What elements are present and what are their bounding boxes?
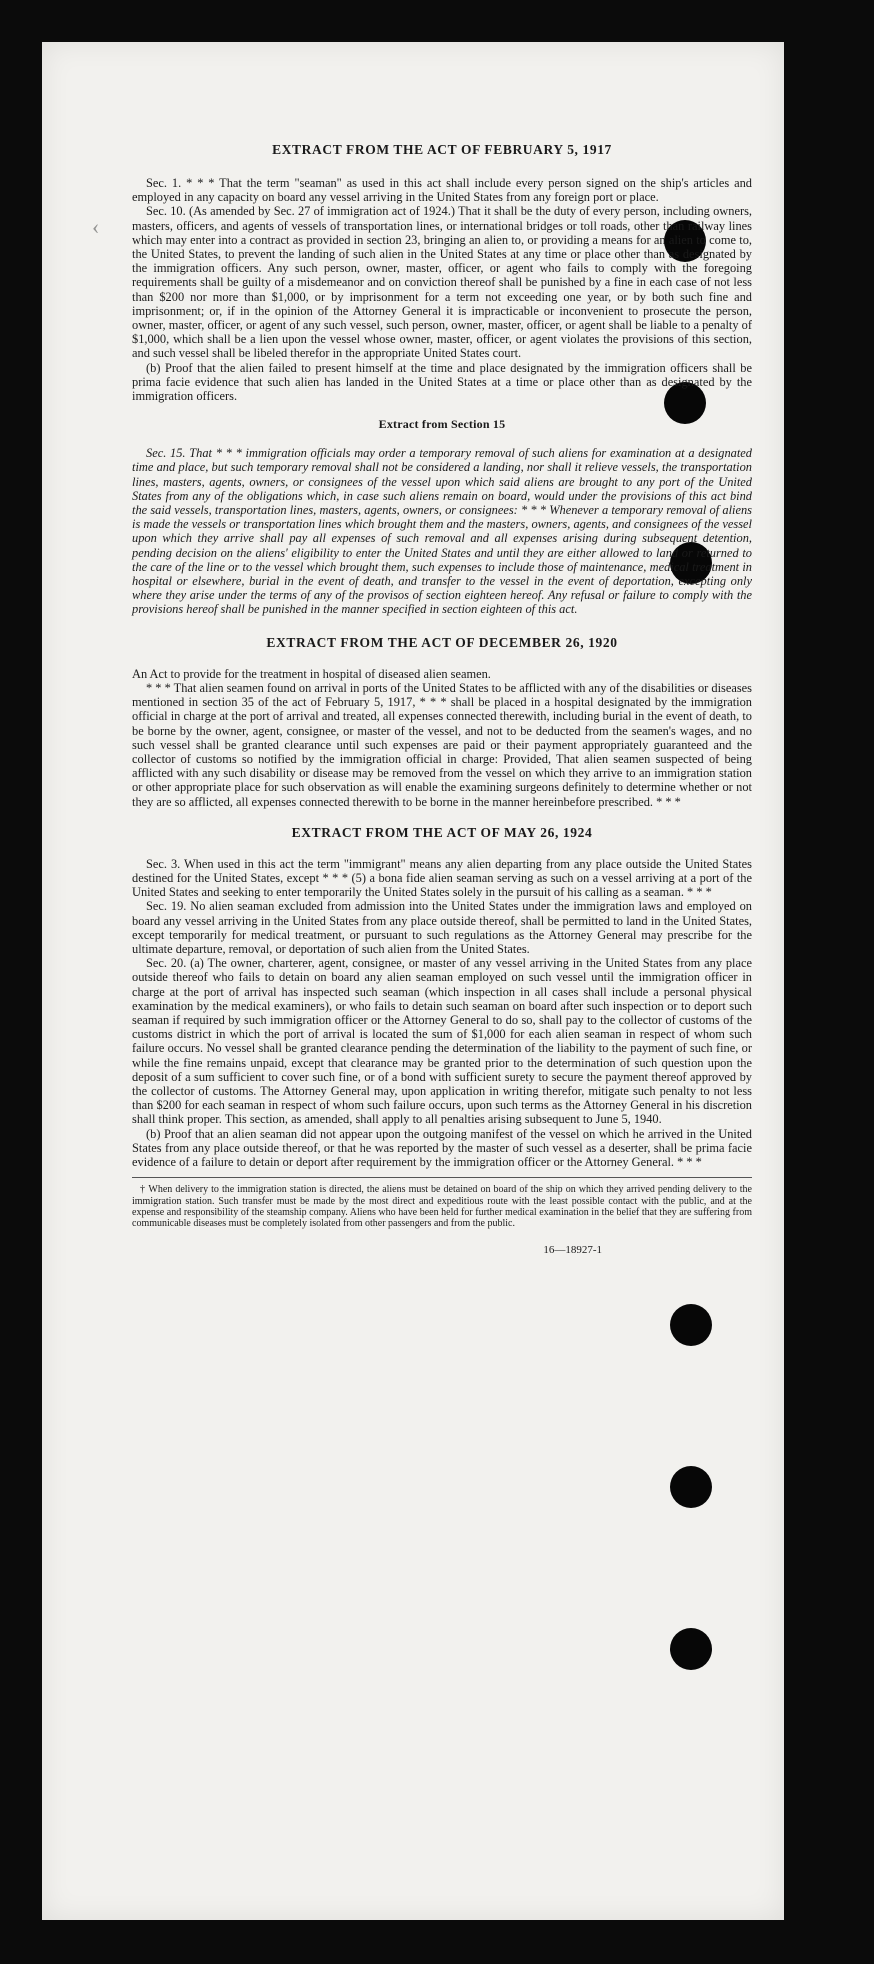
document-body <box>132 142 752 1256</box>
section-heading: EXTRACT FROM THE ACT OF DECEMBER 26, 1920 <box>266 634 618 650</box>
paragraph-sec-10-b: (b) Proof that the alien failed to present himself at the time and place designated by the immigration officers shall be prima facie evidence that such alien has landed in the United States at a time or place other than as designated by the immigration officers. <box>132 360 752 404</box>
section-act-may-1924 <box>132 825 752 1169</box>
section-act-dec-1920 <box>132 635 752 809</box>
section-heading: EXTRACT FROM THE ACT OF FEBRUARY 5, 1917 <box>272 142 612 157</box>
paragraph-sec-19: Sec. 19. No alien seaman excluded from admission into the United States under the immigration laws and employed on board any vessel arriving in the United States from any place outside thereof, shall be permitted to land in the United States, except temporarily for medical treatment, or pursuant to such regulations as the Attorney General may prescribe for the ultimate departure, removal, or deportation of such alien from the United States. <box>132 899 752 956</box>
form-number: 16—18927-1 <box>543 1243 602 1256</box>
punch-hole <box>670 1304 712 1346</box>
margin-mark: ‹ <box>92 214 100 239</box>
paragraph-sec-1: Sec. 1. * * * That the term "seaman" as used in this act shall include every person signed on the ship's articles and employed in any capacity on board any vessel arriving in the United States from any foreign port or place. <box>132 176 752 205</box>
paragraph-sec-20-a: Sec. 20. (a) The owner, charterer, agent, consignee, or master of any vessel arriving in the United States from any place outside thereof who fails to detain on board any alien seaman employed on such vessel until the immigration officer in charge at the port of arrival has inspected such seaman (which inspection in all cases shall include a personal physical examination by the medical examiners), or who fails to detain such seaman on board after such inspection or to deport such seaman if required by such immigration officer or the Attorney General to do so, shall pay to the collector of customs of the customs district in which the port of arrival is located the sum of $1,000 for each alien seaman in respect of whom such failure occurs. No vessel shall be granted clearance pending the determination of the liability to the payment of such fine, or while the fine remains unpaid, except that clearance may be granted prior to the determination of such question upon the deposit of a sum sufficient to cover such fine, or of a bond with sufficient surety to secure the payment thereof approved by the collector of customs. The Attorney General may, upon application in writing therefor, mitigate such penalty to not less than $200 for each seaman in respect of whom such failure occurs, upon such terms as the Attorney General in his discretion shall think proper. This section, as amended, shall apply to all penalties arising subsequent to June 5, 1940. <box>132 956 752 1127</box>
section-heading: EXTRACT FROM THE ACT OF MAY 26, 1924 <box>291 824 593 840</box>
footnote <box>132 1184 752 1230</box>
document-page <box>42 42 784 1920</box>
section-heading: Extract from Section 15 <box>378 417 506 432</box>
paragraph-hospital: * * * That alien seamen found on arrival in ports of the United States to be afflicted with any of the disabilities or diseases mentioned in section 35 of the act of February 5, 1917, * * * shall be placed in a hospital designated by the immigration official in charge at the port of arrival and treated, all expenses connected therewith, including burial in the event of death, to be borne by the owner, agent, consignee, or master of the vessel, and not to be deducted from the seamen's wages, and no such vessel shall be granted clearance until such expenses are paid or their payment appropriately guaranteed and the collector of customs so notified by the immigration official in charge: Provided, That alien seamen suspected of being afflicted with any such disability or disease may be removed from the vessel on which they arrive to an immigration station or other appropriate place for such observation as will enable the examining surgeons definitely to determine whether or not they are so afflicted, all expenses connected therewith to be borne in the manner hereinbefore prescribed. * * * <box>132 680 752 809</box>
paragraph-sec-20-b: (b) Proof that an alien seaman did not appear upon the outgoing manifest of the vessel on which he arrived in the United States from any place outside thereof, or that he was reported by the master of such vessel as a deserter, shall be prima facie evidence of a failure to detain or deport after requirement by the immigration officer or the Attorney General. * * * <box>132 1126 752 1169</box>
paragraph-act-title: An Act to provide for the treatment in hospital of diseased alien seamen. <box>132 666 491 681</box>
paragraph-sec-15: Sec. 15. That * * * immigration officials may order a temporary removal of such aliens for examination at a designated time and place, but such temporary removal shall not be considered a landing, nor shall it relieve vessels, the transportation lines, masters, agents, owners, or consignees of the vessel upon which said aliens are brought to any port of the United States from any of the obligations which, in case such aliens remain on board, would under the provisions of this act bind the said vessels, transportation lines, masters, agents, owners, or consignees: * * * Whenever a temporary removal of aliens is made the vessels or transportation lines which brought them and the masters, owners, agents, and consignees of the vessel upon which they arrive shall pay all expenses of such removal and all expenses arising during subsequent detention, pending decision on the aliens' eligibility to enter the United States and until they are either allowed to land or returned to the care of the line or to the vessel which brought them, such expenses to include those of maintenance, medical treatment in hospital or elsewhere, burial in the event of death, and transfer to the vessel in the event of deportation, excepting only where they arise under the terms of any of the provisos of section eighteen hereof. Any refusal or failure to comply with the provisions hereof shall be punished in the manner specified in section eighteen of this act. <box>132 446 752 617</box>
paragraph-sec-10: Sec. 10. (As amended by Sec. 27 of immigration act of 1924.) That it shall be the duty of every person, including owners, masters, officers, and agents of vessels of transportation lines, or international bridges or toll roads, other than railway lines which may enter into a contract as provided in section 23, bringing an alien to, or providing a means for an alien to come to, the United States, to prevent the landing of such alien in the United States at any time or place other than as designated by the immigration officers. Any such person, owner, master, officer, or agent who fails to comply with the foregoing requirements shall be guilty of a misdemeanor and on conviction thereof shall be punished by a fine in each case of not less than $200 nor more than $1,000, or by imprisonment for a term not exceeding one year, or by both such fine and imprisonment; or, if in the opinion of the Attorney General it is impracticable or inconvenient to prosecute the person, owner, master, officer, or agent of any such vessel, such person, owner, master, officer, or agent shall be liable to a penalty of $1,000, which shall be a lien upon the vessel whose owner, master, officer, or agent violates the provisions of this section, and such vessel shall be libeled therefor in the appropriate United States court. <box>132 204 752 361</box>
punch-hole <box>670 1466 712 1508</box>
paragraph-sec-3: Sec. 3. When used in this act the term "immigrant" means any alien departing from any place outside the United States destined for the United States, except * * * (5) a bona fide alien seaman serving as such on a vessel arriving at a port of the United States and seeking to enter temporarily the United States solely in the pursuit of his calling as a seaman. * * * <box>132 856 752 900</box>
footnote-text: † When delivery to the immigration station is directed, the aliens must be detained on board of the ship on which they arrived pending delivery to the immigration station. Such transfer must be made by the most direct and expeditious route with the least possible contact with the public, and at the expense and responsibility of the steamship company. Aliens who have been held for further medical examination in the belief that they are suffering from communicable diseases must be completely isolated from other passengers and from the public. <box>132 1184 752 1230</box>
section-act-feb-1917 <box>132 142 752 403</box>
punch-hole <box>670 1628 712 1670</box>
section-extract-15 <box>132 417 752 616</box>
